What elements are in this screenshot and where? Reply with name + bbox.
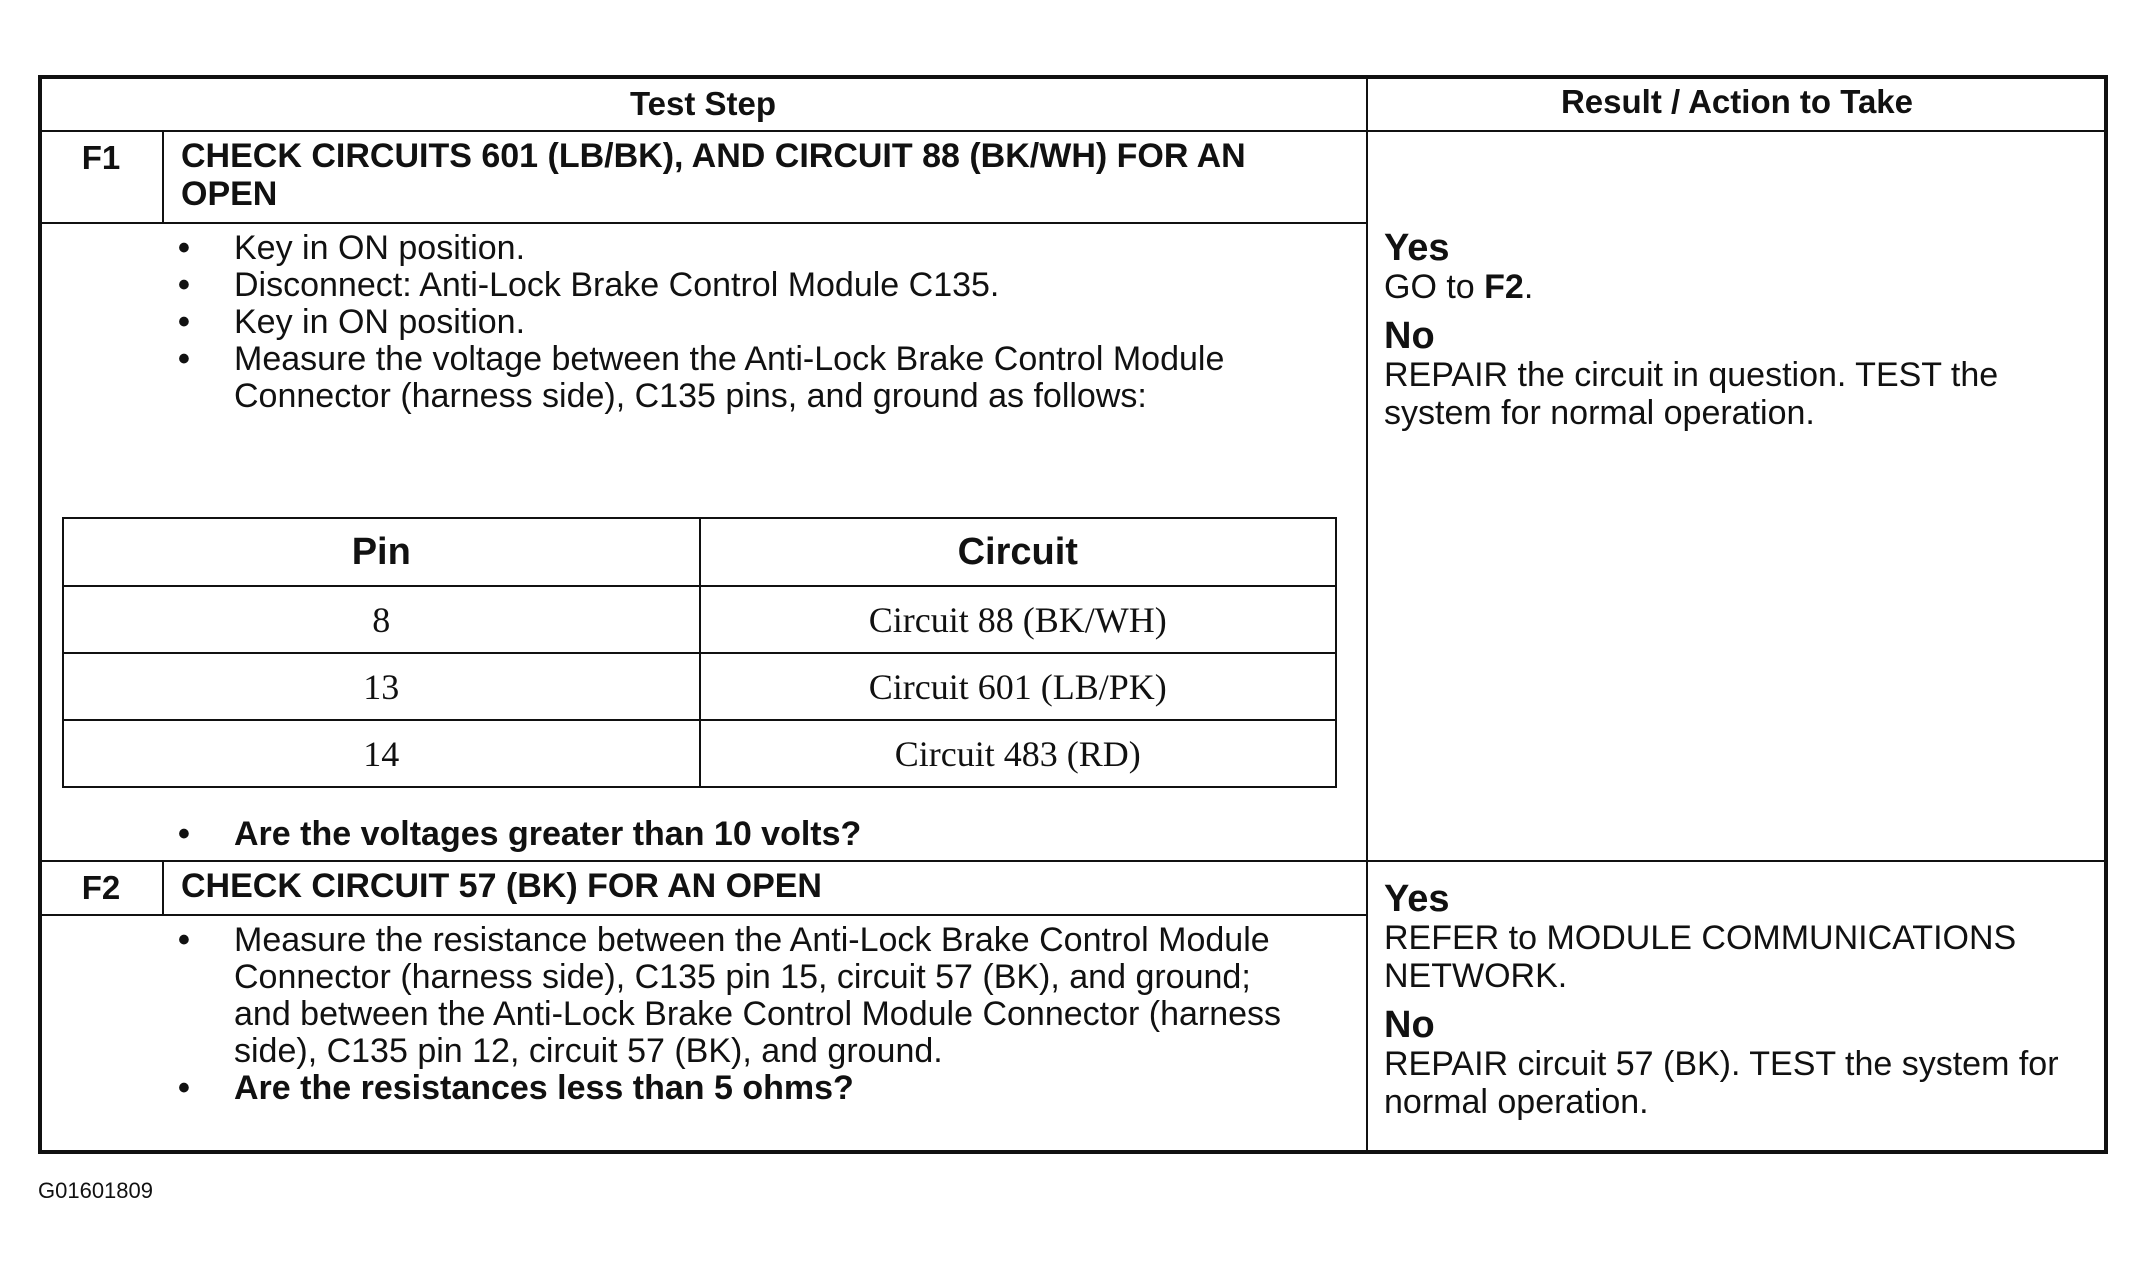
f1-bullet: • Disconnect: Anti-Lock Brake Control Module C135. — [178, 267, 1328, 304]
f2-no-text: REPAIR circuit 57 (BK). TEST the system for normal operation. — [1384, 1045, 2059, 1121]
header-result-action: Result / Action to Take — [1560, 83, 1914, 120]
f1-no-text: REPAIR the circuit in question. TEST the system for normal operation. — [1384, 356, 1999, 432]
step-divider — [40, 860, 2106, 862]
pin-circuit-table — [62, 517, 1337, 788]
circuit-cell: Circuit 88 (BK/WH) — [700, 586, 1337, 653]
pin-table-header-row — [63, 518, 1336, 586]
pin-cell: 14 — [63, 720, 700, 787]
pin-cell: 8 — [63, 586, 700, 653]
table-row — [63, 720, 1336, 787]
f1-yes-label: Yes — [1384, 227, 1450, 269]
f1-bullet-list — [178, 230, 1328, 415]
f2-id-divider — [162, 860, 164, 915]
pin-header: Pin — [63, 518, 700, 586]
table-row — [63, 586, 1336, 653]
step-id-f1: F1 — [81, 139, 121, 176]
circuit-cell: Circuit 601 (LB/PK) — [700, 653, 1337, 720]
circuit-header: Circuit — [700, 518, 1337, 586]
circuit-cell: Circuit 483 (RD) — [700, 720, 1337, 787]
step-title-f1: CHECK CIRCUITS 601 (LB/BK), AND CIRCUIT 88 (BK/WH) FOR AN OPEN — [181, 137, 1246, 213]
f2-yes-text: REFER to MODULE COMMUNICATIONS NETWORK. — [1384, 919, 2017, 995]
f2-bullet-list — [178, 922, 1288, 1107]
header-test-step: Test Step — [629, 85, 777, 122]
f1-title-divider — [40, 222, 1367, 224]
f1-bullet: • Key in ON position. — [178, 304, 1328, 341]
f1-bullet: • Key in ON position. — [178, 230, 1328, 267]
f1-question-list — [178, 816, 1328, 853]
figure-code: G01601809 — [38, 1178, 153, 1203]
f1-yes-text — [1384, 268, 2094, 306]
header-divider — [40, 130, 2106, 132]
column-divider — [1366, 77, 1368, 1152]
f1-no-label: No — [1384, 315, 1435, 357]
f1-result — [1384, 228, 2094, 432]
f1-yes-step-ref: F2 — [1484, 268, 1524, 306]
f1-yes-prefix: GO to — [1384, 268, 1485, 306]
f1-yes-suffix: . — [1523, 268, 1534, 306]
table-row — [63, 653, 1336, 720]
pin-cell: 13 — [63, 653, 700, 720]
step-title-f2: CHECK CIRCUIT 57 (BK) FOR AN OPEN — [181, 867, 822, 905]
f1-question: • Are the voltages greater than 10 volts? — [178, 816, 1328, 853]
f2-bullet: • Measure the resistance between the Anti-Lock Brake Control Module Connector (harness side), C135 pin 15, circuit 57 (BK), and ground; and between the Anti-Lock Brake Control Module Connector (harness side), C135 pin 12, circuit 57 (BK), and ground. — [178, 922, 1288, 1070]
f2-question: • Are the resistances less than 5 ohms? — [178, 1070, 1288, 1107]
f2-no-label: No — [1384, 1004, 1435, 1046]
f2-yes-label: Yes — [1384, 878, 1450, 920]
step-id-f2: F2 — [81, 869, 121, 906]
f1-id-divider — [162, 130, 164, 223]
f2-title-divider — [40, 914, 1367, 916]
f2-result — [1384, 879, 2094, 1121]
f1-bullet: • Measure the voltage between the Anti-Lock Brake Control Module Connector (harness side), C135 pins, and ground as follows: — [178, 341, 1274, 415]
